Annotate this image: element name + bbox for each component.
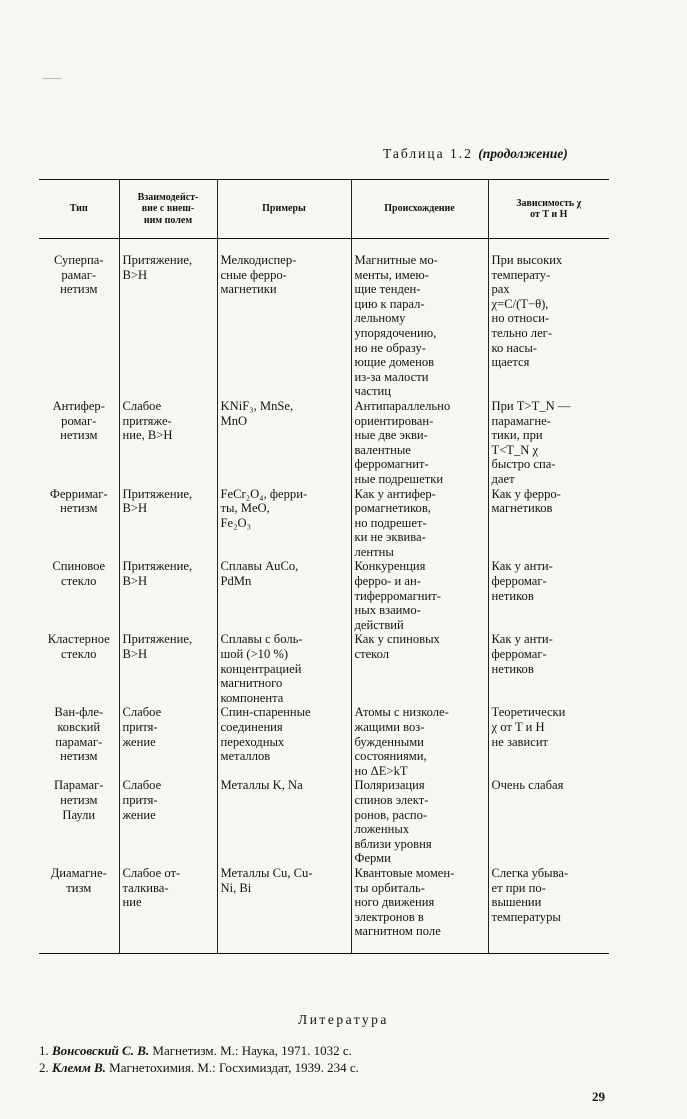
table-row — [39, 487, 609, 560]
cell-origin: Как у антифер- ромагнетиков, но подрешет- ки не эквива- лентны — [351, 487, 488, 560]
cell-examples: Металлы K, Na — [217, 778, 351, 866]
caption-label: Таблица 1.2 — [383, 146, 473, 161]
cell-origin: Как у спиновых стекол — [351, 632, 488, 705]
reference-item — [39, 1042, 359, 1059]
cell-examples: Металлы Cu, Cu- Ni, Bi — [217, 866, 351, 953]
cell-interaction: Притяжение, B>H — [119, 559, 217, 632]
table-header-row — [39, 180, 609, 239]
reference-number: 1. — [39, 1043, 49, 1058]
cell-interaction: Притяжение, B>H — [119, 487, 217, 560]
cell-dependence: При высоких температу- рах χ=C/(T−θ), но относи- тельно лег- ко насы- щается — [488, 253, 609, 399]
header-dependence: Зависимость χ от T и H — [488, 180, 609, 239]
cell-origin: Конкуренция ферро- и ан- тиферромагнит- ных взаимо- действий — [351, 559, 488, 632]
table-row — [39, 778, 609, 866]
cell-examples: FeCr₂O₄, ферри- ты, MeO, Fe₂O₃ — [217, 487, 351, 560]
cell-dependence: При T>T_N — парамагне- тики, при T<T_N χ быстро спа- дает — [488, 399, 609, 487]
cell-dependence: Как у ферро- магнетиков — [488, 487, 609, 560]
cell-interaction: Слабое притя- жение — [119, 705, 217, 778]
cell-examples: Мелкодиспер- сные ферро- магнетики — [217, 253, 351, 399]
reference-text: Магнетизм. М.: Наука, 1971. 1032 с. — [152, 1043, 352, 1058]
stray-mark — [42, 78, 62, 79]
cell-examples: KNiF₃, MnSe, MnO — [217, 399, 351, 487]
table-row — [39, 632, 609, 705]
cell-examples: Сплавы AuCo, PdMn — [217, 559, 351, 632]
table-caption — [383, 146, 613, 162]
cell-interaction: Слабое от- талкива- ние — [119, 866, 217, 953]
cell-examples: Сплавы с боль- шой (>10 %) концентрацией магнитного компонента — [217, 632, 351, 705]
cell-type: Суперпа- рамаг- нетизм — [53, 253, 104, 297]
header-examples: Примеры — [217, 180, 351, 239]
magnetism-table — [39, 179, 609, 954]
cell-interaction: Притяжение, B>H — [119, 253, 217, 399]
reference-list — [39, 1042, 359, 1076]
cell-type: Антифер- ромаг- нетизм — [52, 398, 105, 443]
table-row — [39, 705, 609, 778]
caption-continuation: (продолжение) — [478, 146, 568, 161]
cell-interaction: Слабое притя- жение — [119, 778, 217, 866]
cell-dependence: Слегка убыва- ет при по- вышении температуры — [488, 866, 609, 953]
cell-interaction: Слабое притяже- ние, B>H — [119, 399, 217, 487]
table-row — [39, 399, 609, 487]
cell-type: Спиновое стекло — [52, 559, 106, 589]
page-number: 29 — [592, 1089, 605, 1104]
cell-type: Парамаг- нетизм Паули — [54, 778, 104, 822]
cell-type: Ферримаг- нетизм — [49, 486, 108, 516]
cell-dependence: Как у анти- ферромаг- нетиков — [488, 559, 609, 632]
reference-text: Магнетохимия. М.: Госхимиздат, 1939. 234 с. — [109, 1060, 359, 1075]
table-row — [39, 253, 609, 399]
cell-dependence: Очень слабая — [488, 778, 609, 866]
cell-origin: Поляризация спинов элект- ронов, распо- ложенных вблизи уровня Ферми — [351, 778, 488, 866]
table-row — [39, 559, 609, 632]
cell-type: Кластерное стекло — [47, 632, 110, 662]
cell-interaction: Притяжение, B>H — [119, 632, 217, 705]
cell-type: Диамагне- тизм — [39, 866, 119, 953]
header-interaction: Взаимодейст- вие с внеш- ним полем — [119, 180, 217, 239]
reference-number: 2. — [39, 1060, 49, 1075]
spacer-row — [39, 239, 609, 254]
table-row — [39, 866, 609, 953]
cell-dependence: Как у анти- ферромаг- нетиков — [488, 632, 609, 705]
reference-item — [39, 1059, 359, 1076]
cell-type: Ван-фле- ковский парамаг- нетизм — [54, 705, 104, 764]
header-type: Тип — [39, 180, 119, 239]
cell-origin: Атомы с низколе- жащими воз- бужденными состояниями, но ΔE>kT — [351, 705, 488, 778]
cell-origin: Антипараллельно ориентирован- ные две экви- валентные ферромагнит- ные подрешетки — [351, 399, 488, 487]
cell-origin: Магнитные мо- менты, имею- щие тенден- цию к парал- лельному упорядочению, но не образу- ющие доменов из-за малости частиц — [351, 253, 488, 399]
reference-author: Клемм В. — [52, 1060, 106, 1075]
reference-author: Вонсовский С. В. — [52, 1043, 150, 1058]
cell-dependence: Теоретически χ от T и H не зависит — [488, 705, 609, 778]
literature-title: Литература — [298, 1012, 389, 1027]
cell-examples: Спин-спаренные соединения переходных металлов — [217, 705, 351, 778]
cell-origin: Квантовые момен- ты орбиталь- ного движения электронов в магнитном поле — [351, 866, 488, 953]
header-origin: Происхождение — [351, 180, 488, 239]
